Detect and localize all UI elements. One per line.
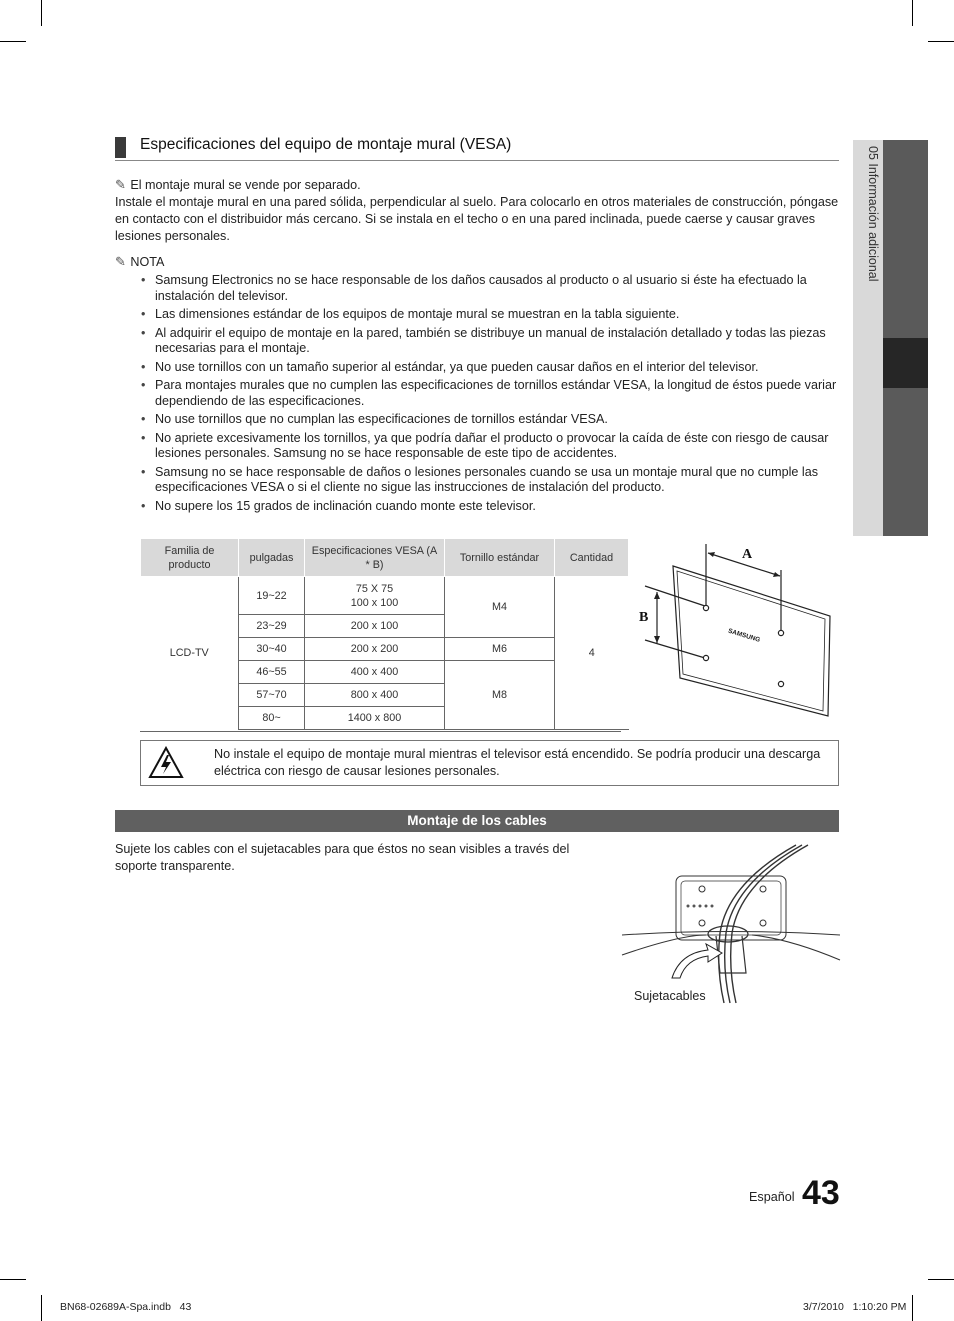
screw-hole — [778, 630, 783, 635]
list-item: • No use tornillos que no cumplan las especificaciones de tornillos estándar VESA. — [115, 412, 839, 428]
table-cell-vesa: 800 x 400 — [305, 684, 445, 707]
pencil-note-icon: ✎ — [115, 254, 126, 269]
warning-text: No instale el equipo de montaje mural mientras el televisor está encendido. Se podría producir una descarga eléctrica con riesgo de causar lesiones personales. — [214, 747, 821, 778]
table-cell-inches: 57~70 — [239, 684, 305, 707]
table-bottom-rule — [140, 731, 621, 732]
section-title-bar: Montaje de los cables — [115, 810, 839, 832]
table-header: Tornillo estándar — [445, 539, 555, 577]
table-header: Cantidad — [555, 539, 629, 577]
section-divider — [115, 160, 839, 161]
table-cell-family: LCD-TV — [141, 577, 239, 730]
list-item: • No use tornillos con un tamaño superior al estándar, ya que pueden causar daños en el interior del televisor. — [115, 360, 839, 376]
table-header: Especificaciones VESA (A * B) — [305, 539, 445, 577]
vesa-table — [140, 538, 629, 730]
dimension-guide-b-bottom — [645, 640, 705, 658]
nota-label: NOTA — [130, 255, 165, 269]
section-marker — [115, 137, 126, 158]
cable-paragraph: Sujete los cables con el sujetacables para que éstos no sean visibles a través del soporte transparente. — [115, 842, 570, 873]
table-cell-inches: 30~40 — [239, 638, 305, 661]
screw-hole — [703, 605, 708, 610]
stand-edge — [622, 932, 840, 936]
table-cell-inches: 46~55 — [239, 661, 305, 684]
vesa-value-line: 75 X 75 — [355, 582, 394, 595]
screw-hole — [760, 920, 766, 926]
screw-hole — [760, 886, 766, 892]
label-a: A — [742, 547, 753, 562]
nota-heading — [115, 253, 164, 271]
crop-mark — [912, 1295, 913, 1321]
table-cell-vesa: 200 x 100 — [305, 615, 445, 638]
side-tab-dark-block — [883, 140, 928, 338]
cable — [725, 845, 802, 1003]
table-cell-vesa: 200 x 200 — [305, 638, 445, 661]
page-language: Español — [749, 1190, 795, 1204]
page-number: 43 — [802, 1174, 840, 1212]
list-item: • Samsung Electronics no se hace responsable de los daños causados al producto o al usuario si éste ha efectuado la instalación del televisor. — [115, 273, 839, 304]
label-b: B — [639, 610, 649, 625]
print-datetime: 3/7/2010 1:10:20 PM — [803, 1301, 907, 1313]
table-cell-vesa: 1400 x 800 — [305, 707, 445, 730]
table-cell-inches: 23~29 — [239, 615, 305, 638]
table-header: pulgadas — [239, 539, 305, 577]
screw-hole — [699, 920, 705, 926]
notes-list — [115, 273, 839, 517]
brand-logo: SAMSUNG — [727, 627, 761, 644]
pencil-note-icon: ✎ — [115, 177, 126, 192]
list-item: • Al adquirir el equipo de montaje en la pared, también se distribuye un manual de instalación detallado y todas las piezas necesarias para el montaje. — [115, 326, 839, 357]
tv-back-diagram — [635, 538, 840, 723]
stand-plate — [676, 876, 786, 940]
table-header: Familia de producto — [141, 539, 239, 577]
table-cell-screw: M4 — [445, 577, 555, 638]
table-cell-screw: M6 — [445, 638, 555, 661]
crop-mark — [0, 1279, 26, 1280]
cable-clip-illustration — [620, 843, 842, 1006]
crop-mark — [928, 41, 954, 42]
table-cell-quantity: 4 — [555, 577, 629, 730]
section-title: Especificaciones del equipo de montaje mural (VESA) — [140, 136, 512, 153]
list-item: • Samsung no se hace responsable de daños o lesiones personales cuando se usa un montaje mural que no cumple las especificaciones VESA o si el cliente no sigue las instrucciones de instalación del producto. — [115, 465, 839, 496]
table-cell-screw: M8 — [445, 661, 555, 730]
cable — [719, 845, 796, 1003]
print-file-info: BN68-02689A-Spa.indb 43 — [60, 1301, 192, 1313]
side-tab-active-marker — [883, 338, 928, 388]
side-tab-dark-block — [883, 388, 928, 536]
intro-paragraph: Instale el montaje mural en una pared sólida, perpendicular al suelo. Para colocarlo en otros materiales de construcción, póngase en contacto con el distribuidor más cercano. Si se instala en el techo o en una pared inclinada, puede caerse y causar graves lesiones personales. — [115, 195, 839, 243]
crop-mark — [928, 1279, 954, 1280]
illustration-caption: Sujetacables — [634, 989, 706, 1003]
list-item: • No apriete excesivamente los tornillos, ya que podría dañar el producto o provocar la caída de éste con riesgo de causar lesiones personales. Samsung no se hace responsable de este tipo de accidentes. — [115, 431, 839, 462]
table-cell-vesa — [305, 577, 445, 615]
arrow-head — [654, 592, 660, 599]
note-line — [115, 176, 839, 194]
list-item: • Para montajes murales que no cumplen las especificaciones de tornillos estándar VESA, la longitud de éstos puede variar dependiendo de las especificaciones. — [115, 378, 839, 409]
note-text: El montaje mural se vende por separado. — [130, 178, 361, 192]
electric-hazard-icon — [148, 746, 184, 780]
crop-mark — [912, 0, 913, 26]
list-item: • No supere los 15 grados de inclinación cuando monte este televisor. — [115, 499, 839, 515]
stand-curve — [622, 935, 706, 955]
crop-mark — [0, 41, 26, 42]
vesa-table-wrapper — [140, 538, 629, 730]
screw-hole — [778, 681, 783, 686]
curved-arrow-icon — [672, 944, 722, 978]
cable — [731, 845, 808, 1003]
table-cell-inches: 80~ — [239, 707, 305, 730]
side-tab-label: 05 Información adicional — [866, 146, 880, 282]
crop-mark — [41, 0, 42, 26]
table-cell-vesa: 400 x 400 — [305, 661, 445, 684]
list-item: • Las dimensiones estándar de los equipos de montaje mural se muestran en la tabla siguiente. — [115, 307, 839, 323]
crop-mark — [41, 1295, 42, 1321]
table-cell-inches: 19~22 — [239, 577, 305, 615]
arrow-head — [654, 636, 660, 643]
vesa-value-line: 100 x 100 — [350, 596, 399, 609]
screw-hole — [699, 886, 705, 892]
screw-hole — [703, 655, 708, 660]
stand-curve — [752, 935, 840, 960]
